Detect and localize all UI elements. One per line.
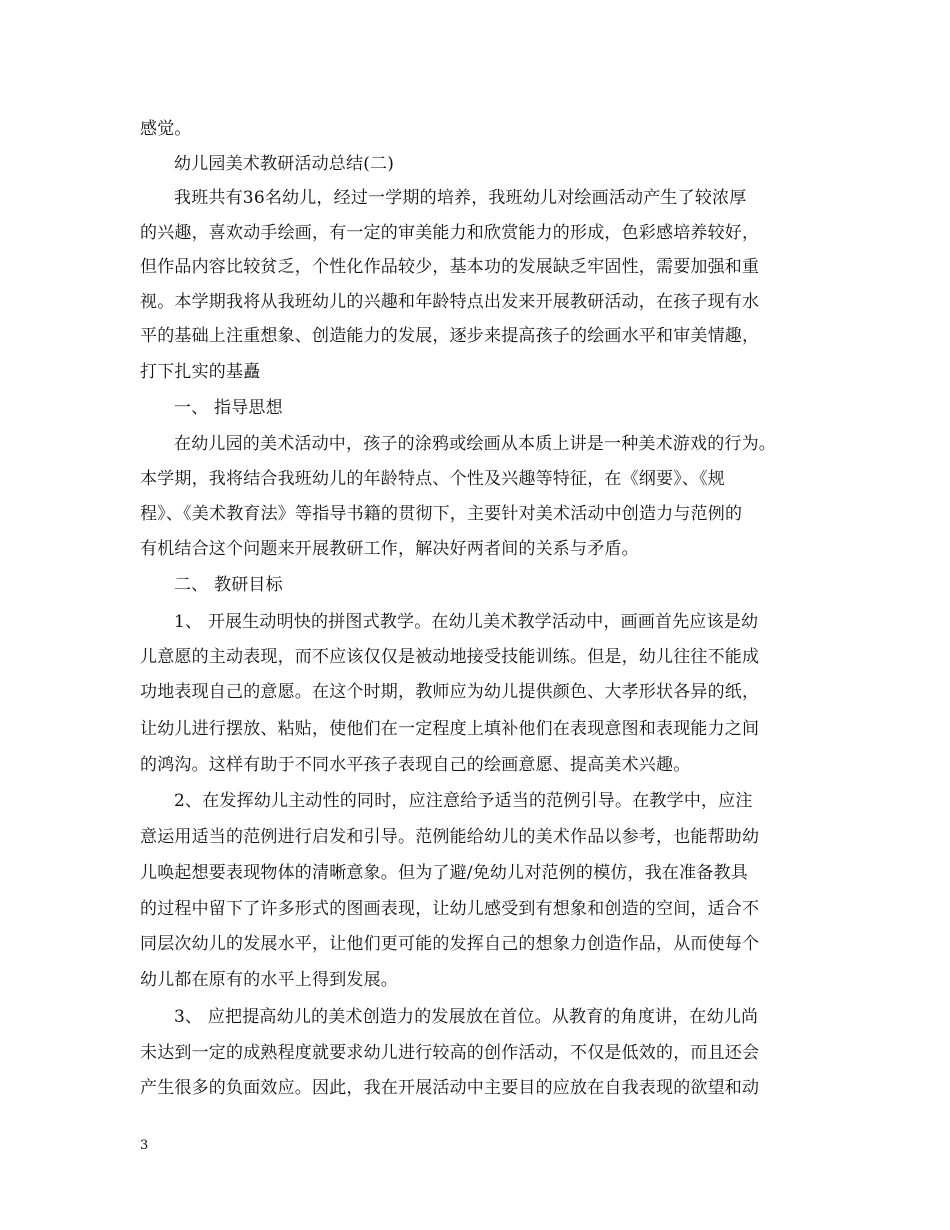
text-line: 在幼儿园的美术活动中，孩子的涂鸦或绘画从本质上讲是一种美术游戏的行为。 xyxy=(174,434,776,454)
text-line: 的鸿沟。这样有助于不同水平孩子表现自己的绘画意愿、提高美术兴趣。 xyxy=(140,755,691,775)
text-line: 1、 开展生动明快的拼图式教学。在幼儿美术教学活动中，画画首先应该是幼 xyxy=(174,612,759,632)
section-title: 幼儿园美术教研活动总结(二) xyxy=(174,154,395,174)
text-line: 平的基础上注重想象、创造能力的发展，逐步来提高孩子的绘画水平和审美情趣， xyxy=(140,326,760,346)
heading-guiding-thought: 一、 指导思想 xyxy=(174,398,283,418)
text-line: 2、在发挥幼儿主动性的同时，应注意给予适当的范例引导。在教学中，应注 xyxy=(174,791,753,811)
text-line: 的过程中留下了许多形式的图画表现，让幼儿感受到有想象和创造的空间，适合不 xyxy=(140,899,760,919)
text-line: 3、 应把提高幼儿的美术创造力的发展放在首位。从教育的角度讲，在幼儿尚 xyxy=(174,1007,759,1027)
text-line: 同层次幼儿的发展水平，让他们更可能的发挥自己的想象力创造作品，从而使每个 xyxy=(140,934,760,954)
text-line: 打下扎实的基矗 xyxy=(140,362,261,382)
text-line: 产生很多的负面效应。因此，我在开展活动中主要目的应放在自我表现的欲望和动 xyxy=(140,1078,760,1098)
text-line: 程》、《美术教育法》等指导书籍的贯彻下，主要针对美术活动中创造力与范例的 xyxy=(140,504,743,524)
text-line: 本学期，我将结合我班幼儿的年龄特点、个性及兴趣等特征，在《纲要》、《规 xyxy=(140,469,725,489)
text-line: 儿唤起想要表现物体的清晰意象。但为了避/免幼儿对范例的模仿，我在准备教具 xyxy=(140,863,748,883)
text-line: 意运用适当的范例进行启发和引导。范例能给幼儿的美术作品以参考，也能帮助幼 xyxy=(140,827,760,847)
text-line: 感觉。 xyxy=(140,119,192,139)
text-line: 视。本学期我将从我班幼儿的兴趣和年龄特点出发来开展教研活动，在孩子现有水 xyxy=(140,292,760,312)
page-number: 3 xyxy=(140,1138,149,1153)
text-line: 儿意愿的主动表现，而不应该仅仅是被动地接受技能训练。但是，幼儿往往不能成 xyxy=(140,647,760,667)
text-line: 但作品内容比较贫乏，个性化作品较少，基本功的发展缺乏牢固性，需要加强和重 xyxy=(140,257,760,277)
heading-research-goals: 二、 教研目标 xyxy=(174,575,283,595)
text-line: 未达到一定的成熟程度就要求幼儿进行较高的创作活动，不仅是低效的，而且还会 xyxy=(140,1043,760,1063)
text-line: 我班共有36名幼儿，经过一学期的培养，我班幼儿对绘画活动产生了较浓厚 xyxy=(174,188,747,208)
text-line: 的兴趣，喜欢动手绘画，有一定的审美能力和欣赏能力的形成，色彩感培养较好， xyxy=(140,223,760,243)
text-line: 让幼儿进行摆放、粘贴，使他们在一定程度上填补他们在表现意图和表现能力之间 xyxy=(140,719,760,739)
text-line: 幼儿都在原有的水平上得到发展。 xyxy=(140,970,398,990)
text-line: 有机结合这个问题来开展教研工作，解决好两者间的关系与矛盾。 xyxy=(140,539,639,559)
text-line: 功地表现自己的意愿。在这个时期，教师应为幼儿提供颜色、大孝形状各异的纸， xyxy=(140,682,760,702)
